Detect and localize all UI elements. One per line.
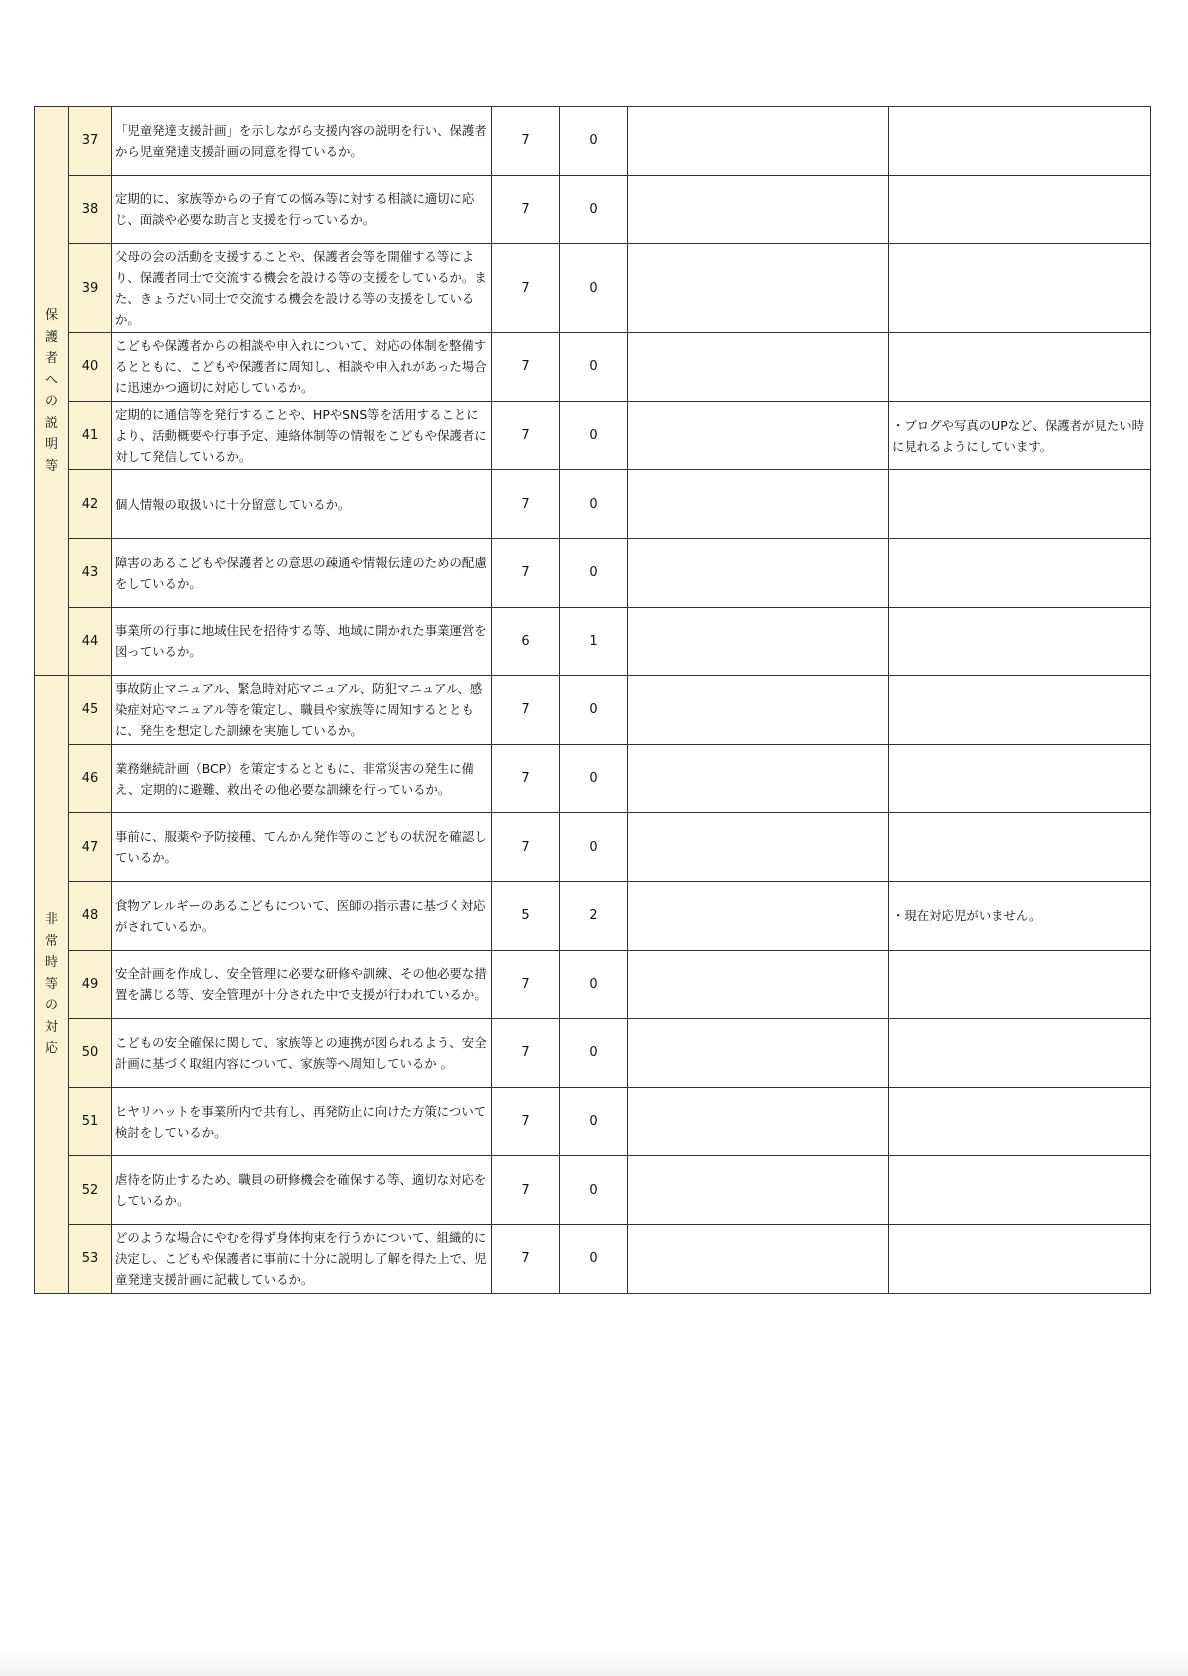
item-number: 48 [69,881,112,950]
table-row [35,470,1151,539]
comments-cell [889,244,1151,333]
comments-cell [889,107,1151,176]
question-text: 定期的に通信等を発行することや、HPやSNS等を活用することにより、活動概要や行事予定、連絡体制等の情報をこどもや保護者に対して発信しているか。 [112,401,492,470]
table-row [35,1156,1151,1225]
comments-cell: ・ブログや写真のUPなど、保護者が見たい時に見れるようにしています。 [889,401,1151,470]
yes-count: 7 [492,244,560,333]
no-count: 0 [560,676,628,745]
table-row [35,1224,1151,1293]
notes-cell [628,676,889,745]
no-count: 0 [560,175,628,244]
no-count: 0 [560,813,628,882]
item-number: 47 [69,813,112,882]
notes-cell [628,470,889,539]
item-number: 42 [69,470,112,539]
notes-cell [628,1156,889,1225]
yes-count: 7 [492,676,560,745]
comments-cell [889,470,1151,539]
notes-cell [628,401,889,470]
page-bottom-edge [0,1648,1188,1676]
question-text: 事業所の行事に地域住民を招待する等、地域に開かれた事業運営を図っているか。 [112,607,492,676]
section-label-text: 非常時等の対応 [44,912,58,1057]
notes-cell [628,744,889,813]
table-row [35,744,1151,813]
notes-cell [628,1019,889,1088]
question-text: こどもの安全確保に関して、家族等との連携が図られるよう、安全計画に基づく取組内容について、家族等へ周知しているか 。 [112,1019,492,1088]
no-count: 0 [560,401,628,470]
comments-cell [889,1087,1151,1156]
question-text: 事故防止マニュアル、緊急時対応マニュアル、防犯マニュアル、感染症対応マニュアル等を策定し、職員や家族等に周知するとともに、発生を想定した訓練を実施しているか。 [112,676,492,745]
comments-cell [889,333,1151,402]
comments-cell [889,175,1151,244]
notes-cell [628,333,889,402]
notes-cell [628,813,889,882]
notes-cell [628,881,889,950]
table-row [35,538,1151,607]
question-text: ヒヤリハットを事業所内で共有し、再発防止に向けた方策について検討をしているか。 [112,1087,492,1156]
comments-cell [889,813,1151,882]
section-label-emergency [35,676,69,1293]
no-count: 1 [560,607,628,676]
item-number: 49 [69,950,112,1019]
table-row [35,881,1151,950]
yes-count: 7 [492,744,560,813]
table-row [35,813,1151,882]
question-text: 虐待を防止するため、職員の研修機会を確保する等、適切な対応をしているか。 [112,1156,492,1225]
table-row [35,950,1151,1019]
question-text: 安全計画を作成し、安全管理に必要な研修や訓練、その他必要な措置を講じる等、安全管理が十分された中で支援が行われているか。 [112,950,492,1019]
item-number: 38 [69,175,112,244]
table-row [35,107,1151,176]
table-row [35,333,1151,402]
item-number: 37 [69,107,112,176]
table-row [35,401,1151,470]
yes-count: 7 [492,813,560,882]
comments-cell [889,676,1151,745]
table-row [35,244,1151,333]
notes-cell [628,107,889,176]
section-label-text: 保護者への説明等 [44,308,58,474]
yes-count: 7 [492,1087,560,1156]
question-text: 業務継続計画（BCP）を策定するとともに、非常災害の発生に備え、定期的に避難、救出その他必要な訓練を行っているか。 [112,744,492,813]
no-count: 0 [560,1224,628,1293]
yes-count: 7 [492,470,560,539]
table-body [35,107,1151,1294]
no-count: 2 [560,881,628,950]
notes-cell [628,950,889,1019]
item-number: 51 [69,1087,112,1156]
no-count: 0 [560,333,628,402]
no-count: 0 [560,538,628,607]
section-label-guardian [35,107,69,676]
notes-cell [628,1087,889,1156]
yes-count: 7 [492,1224,560,1293]
comments-cell [889,1019,1151,1088]
comments-cell [889,744,1151,813]
yes-count: 7 [492,538,560,607]
yes-count: 5 [492,881,560,950]
yes-count: 7 [492,950,560,1019]
no-count: 0 [560,244,628,333]
notes-cell [628,244,889,333]
item-number: 41 [69,401,112,470]
yes-count: 6 [492,607,560,676]
yes-count: 7 [492,1019,560,1088]
question-text: 定期的に、家族等からの子育ての悩み等に対する相談に適切に応じ、面談や必要な助言と支援を行っているか。 [112,175,492,244]
question-text: こどもや保護者からの相談や申入れについて、対応の体制を整備するとともに、こどもや保護者に周知し、相談や申入れがあった場合に迅速かつ適切に対応しているか。 [112,333,492,402]
question-text: 個人情報の取扱いに十分留意しているか。 [112,470,492,539]
no-count: 0 [560,1019,628,1088]
question-text: 食物アレルギーのあるこどもについて、医師の指示書に基づく対応がされているか。 [112,881,492,950]
question-text: 「児童発達支援計画」を示しながら支援内容の説明を行い、保護者から児童発達支援計画の同意を得ているか。 [112,107,492,176]
table-row [35,1019,1151,1088]
comments-cell [889,1156,1151,1225]
item-number: 53 [69,1224,112,1293]
item-number: 45 [69,676,112,745]
comments-cell [889,1224,1151,1293]
question-text: 障害のあるこどもや保護者との意思の疎通や情報伝達のための配慮をしているか。 [112,538,492,607]
table-row [35,676,1151,745]
no-count: 0 [560,744,628,813]
notes-cell [628,1224,889,1293]
notes-cell [628,607,889,676]
comments-cell [889,538,1151,607]
no-count: 0 [560,950,628,1019]
question-text: 事前に、服薬や予防接種、てんかん発作等のこどもの状況を確認しているか。 [112,813,492,882]
item-number: 39 [69,244,112,333]
comments-cell [889,950,1151,1019]
no-count: 0 [560,1087,628,1156]
table-row [35,1087,1151,1156]
item-number: 43 [69,538,112,607]
notes-cell [628,538,889,607]
item-number: 46 [69,744,112,813]
comments-cell [889,607,1151,676]
table-row [35,175,1151,244]
comments-cell: ・現在対応児がいません。 [889,881,1151,950]
item-number: 40 [69,333,112,402]
no-count: 0 [560,1156,628,1225]
item-number: 52 [69,1156,112,1225]
yes-count: 7 [492,175,560,244]
no-count: 0 [560,470,628,539]
item-number: 50 [69,1019,112,1088]
question-text: どのような場合にやむを得ず身体拘束を行うかについて、組織的に決定し、こどもや保護者に事前に十分に説明し了解を得た上で、児童発達支援計画に記載しているか。 [112,1224,492,1293]
yes-count: 7 [492,1156,560,1225]
yes-count: 7 [492,401,560,470]
table-row [35,607,1151,676]
item-number: 44 [69,607,112,676]
no-count: 0 [560,107,628,176]
yes-count: 7 [492,333,560,402]
evaluation-table [34,106,1151,1294]
notes-cell [628,175,889,244]
yes-count: 7 [492,107,560,176]
question-text: 父母の会の活動を支援することや、保護者会等を開催する等により、保護者同士で交流する機会を設ける等の支援をしているか。また、きょうだい同士で交流する機会を設ける等の支援をしているか。 [112,244,492,333]
